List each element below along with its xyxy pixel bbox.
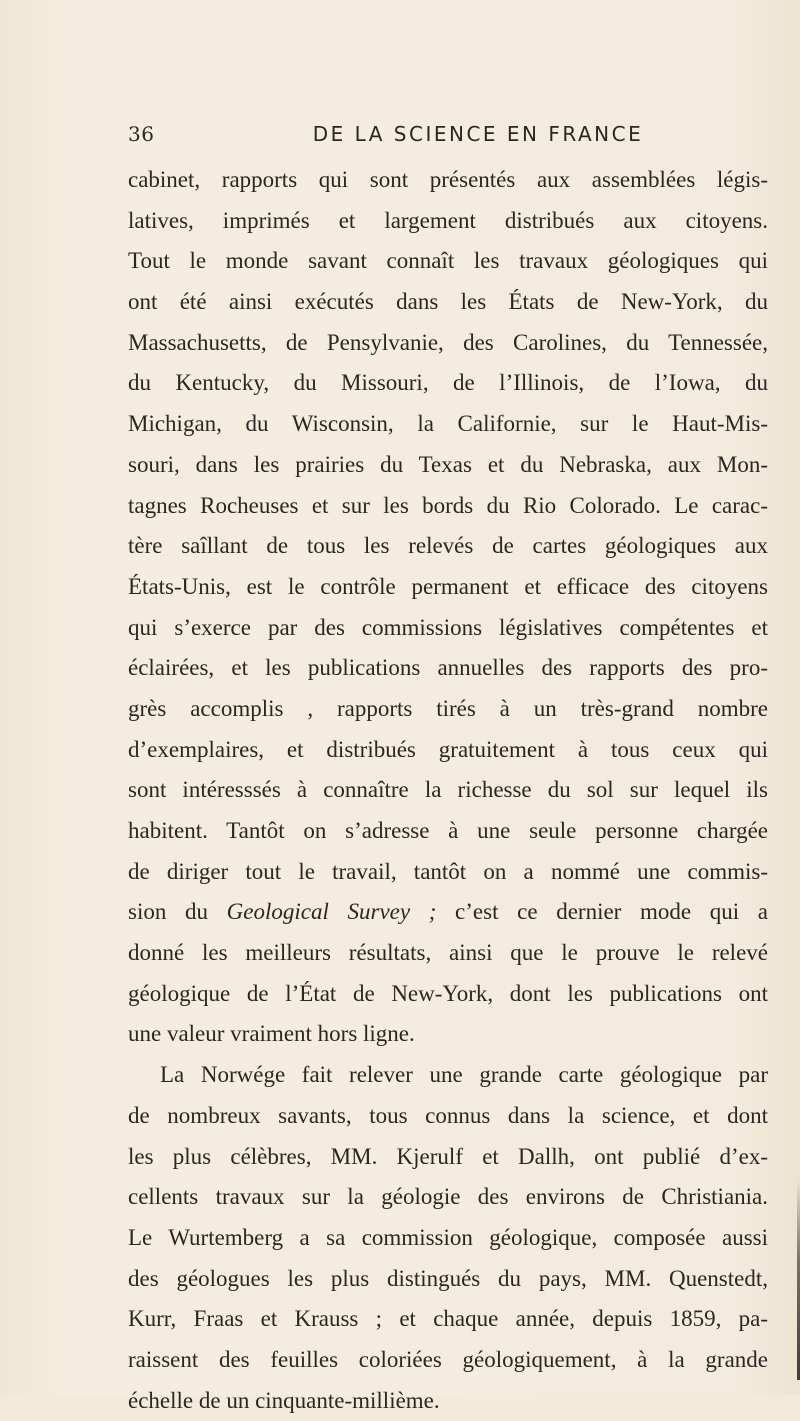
text-line: du Kentucky, du Missouri, de l’Illinois, de l’Iowa, du xyxy=(128,370,768,396)
text-line: Tout le monde savant connaît les travaux géologiques qui xyxy=(128,248,768,274)
text-line: qui s’exerce par des commissions législatives compétentes et xyxy=(128,614,768,640)
text-line: raissent des feuilles coloriées géologiquement, à la grande xyxy=(128,1346,768,1372)
running-head: DE LA SCIENCE EN FRANCE xyxy=(312,122,644,146)
page-header xyxy=(128,122,768,152)
paragraph-end-line: une valeur vraiment hors ligne. xyxy=(128,1021,415,1047)
text-line: de diriger tout le travail, tantôt on a nommé une commis- xyxy=(128,858,768,884)
survey-after: c’est ce dernier mode qui a xyxy=(436,899,768,925)
page-number: 36 xyxy=(128,122,155,146)
text-line: tère saîllant de tous les relevés de cartes géologiques aux xyxy=(128,533,768,559)
paragraph-end-line: échelle de un cinquante-millième. xyxy=(128,1387,440,1413)
text-line: de nombreux savants, tous connus dans la science, et dont xyxy=(128,1102,768,1128)
text-line: cellents travaux sur la géologie des environs de Christiania. xyxy=(128,1184,768,1210)
text-line: Michigan, du Wisconsin, la Californie, sur le Haut-Mis- xyxy=(128,411,768,437)
text-line: États-Unis, est le contrôle permanent et efficace des citoyens xyxy=(128,573,768,599)
text-line: habitent. Tantôt on s’adresse à une seule personne chargée xyxy=(128,818,768,843)
text-line: Le Wurtemberg a sa commission géologique, composée aussi xyxy=(128,1224,768,1250)
text-line: donné les meilleurs résultats, ainsi que le prouve le relevé xyxy=(128,940,768,966)
text-line: sont intéresssés à connaître la richesse du sol sur lequel ils xyxy=(128,777,768,803)
text-line-survey xyxy=(128,892,768,933)
text-line: Massachusetts, de Pensylvanie, des Carolines, du Tennessée, xyxy=(128,329,768,355)
text-line: les plus célèbres, MM. Kjerulf et Dallh, ont publié d’ex- xyxy=(128,1143,768,1169)
paragraph-start-line: La Norwége fait relever une grande carte géologique par xyxy=(160,1062,768,1088)
text-line: géologique de l’État de New-York, dont les publications ont xyxy=(128,980,768,1006)
text-line: éclairées, et les publications annuelles des rapports des pro- xyxy=(128,655,768,681)
text-line: d’exemplaires, et distribués gratuitement à tous ceux qui xyxy=(128,736,768,762)
text-line: des géologues les plus distingués du pays, MM. Quenstedt, xyxy=(128,1265,768,1291)
text-line: souri, dans les prairies du Texas et du Nebraska, aux Mon- xyxy=(128,451,768,477)
text-line: Kurr, Fraas et Krauss ; et chaque année, depuis 1859, pa- xyxy=(128,1306,768,1332)
survey-before: sion du xyxy=(128,899,227,925)
body-text xyxy=(128,160,768,1421)
text-line: ont été ainsi exécutés dans les États de New-York, du xyxy=(128,289,768,315)
text-line: grès accomplis , rapports tirés à un très-grand nombre xyxy=(128,695,768,721)
text-line: cabinet, rapports qui sont présentés aux assemblées légis- xyxy=(128,167,768,192)
text-line: latives, imprimés et largement distribués aux citoyens. xyxy=(128,207,768,233)
text-line: tagnes Rocheuses et sur les bords du Rio Colorado. Le carac- xyxy=(128,492,768,518)
survey-italic: Geological Survey ; xyxy=(226,899,437,925)
